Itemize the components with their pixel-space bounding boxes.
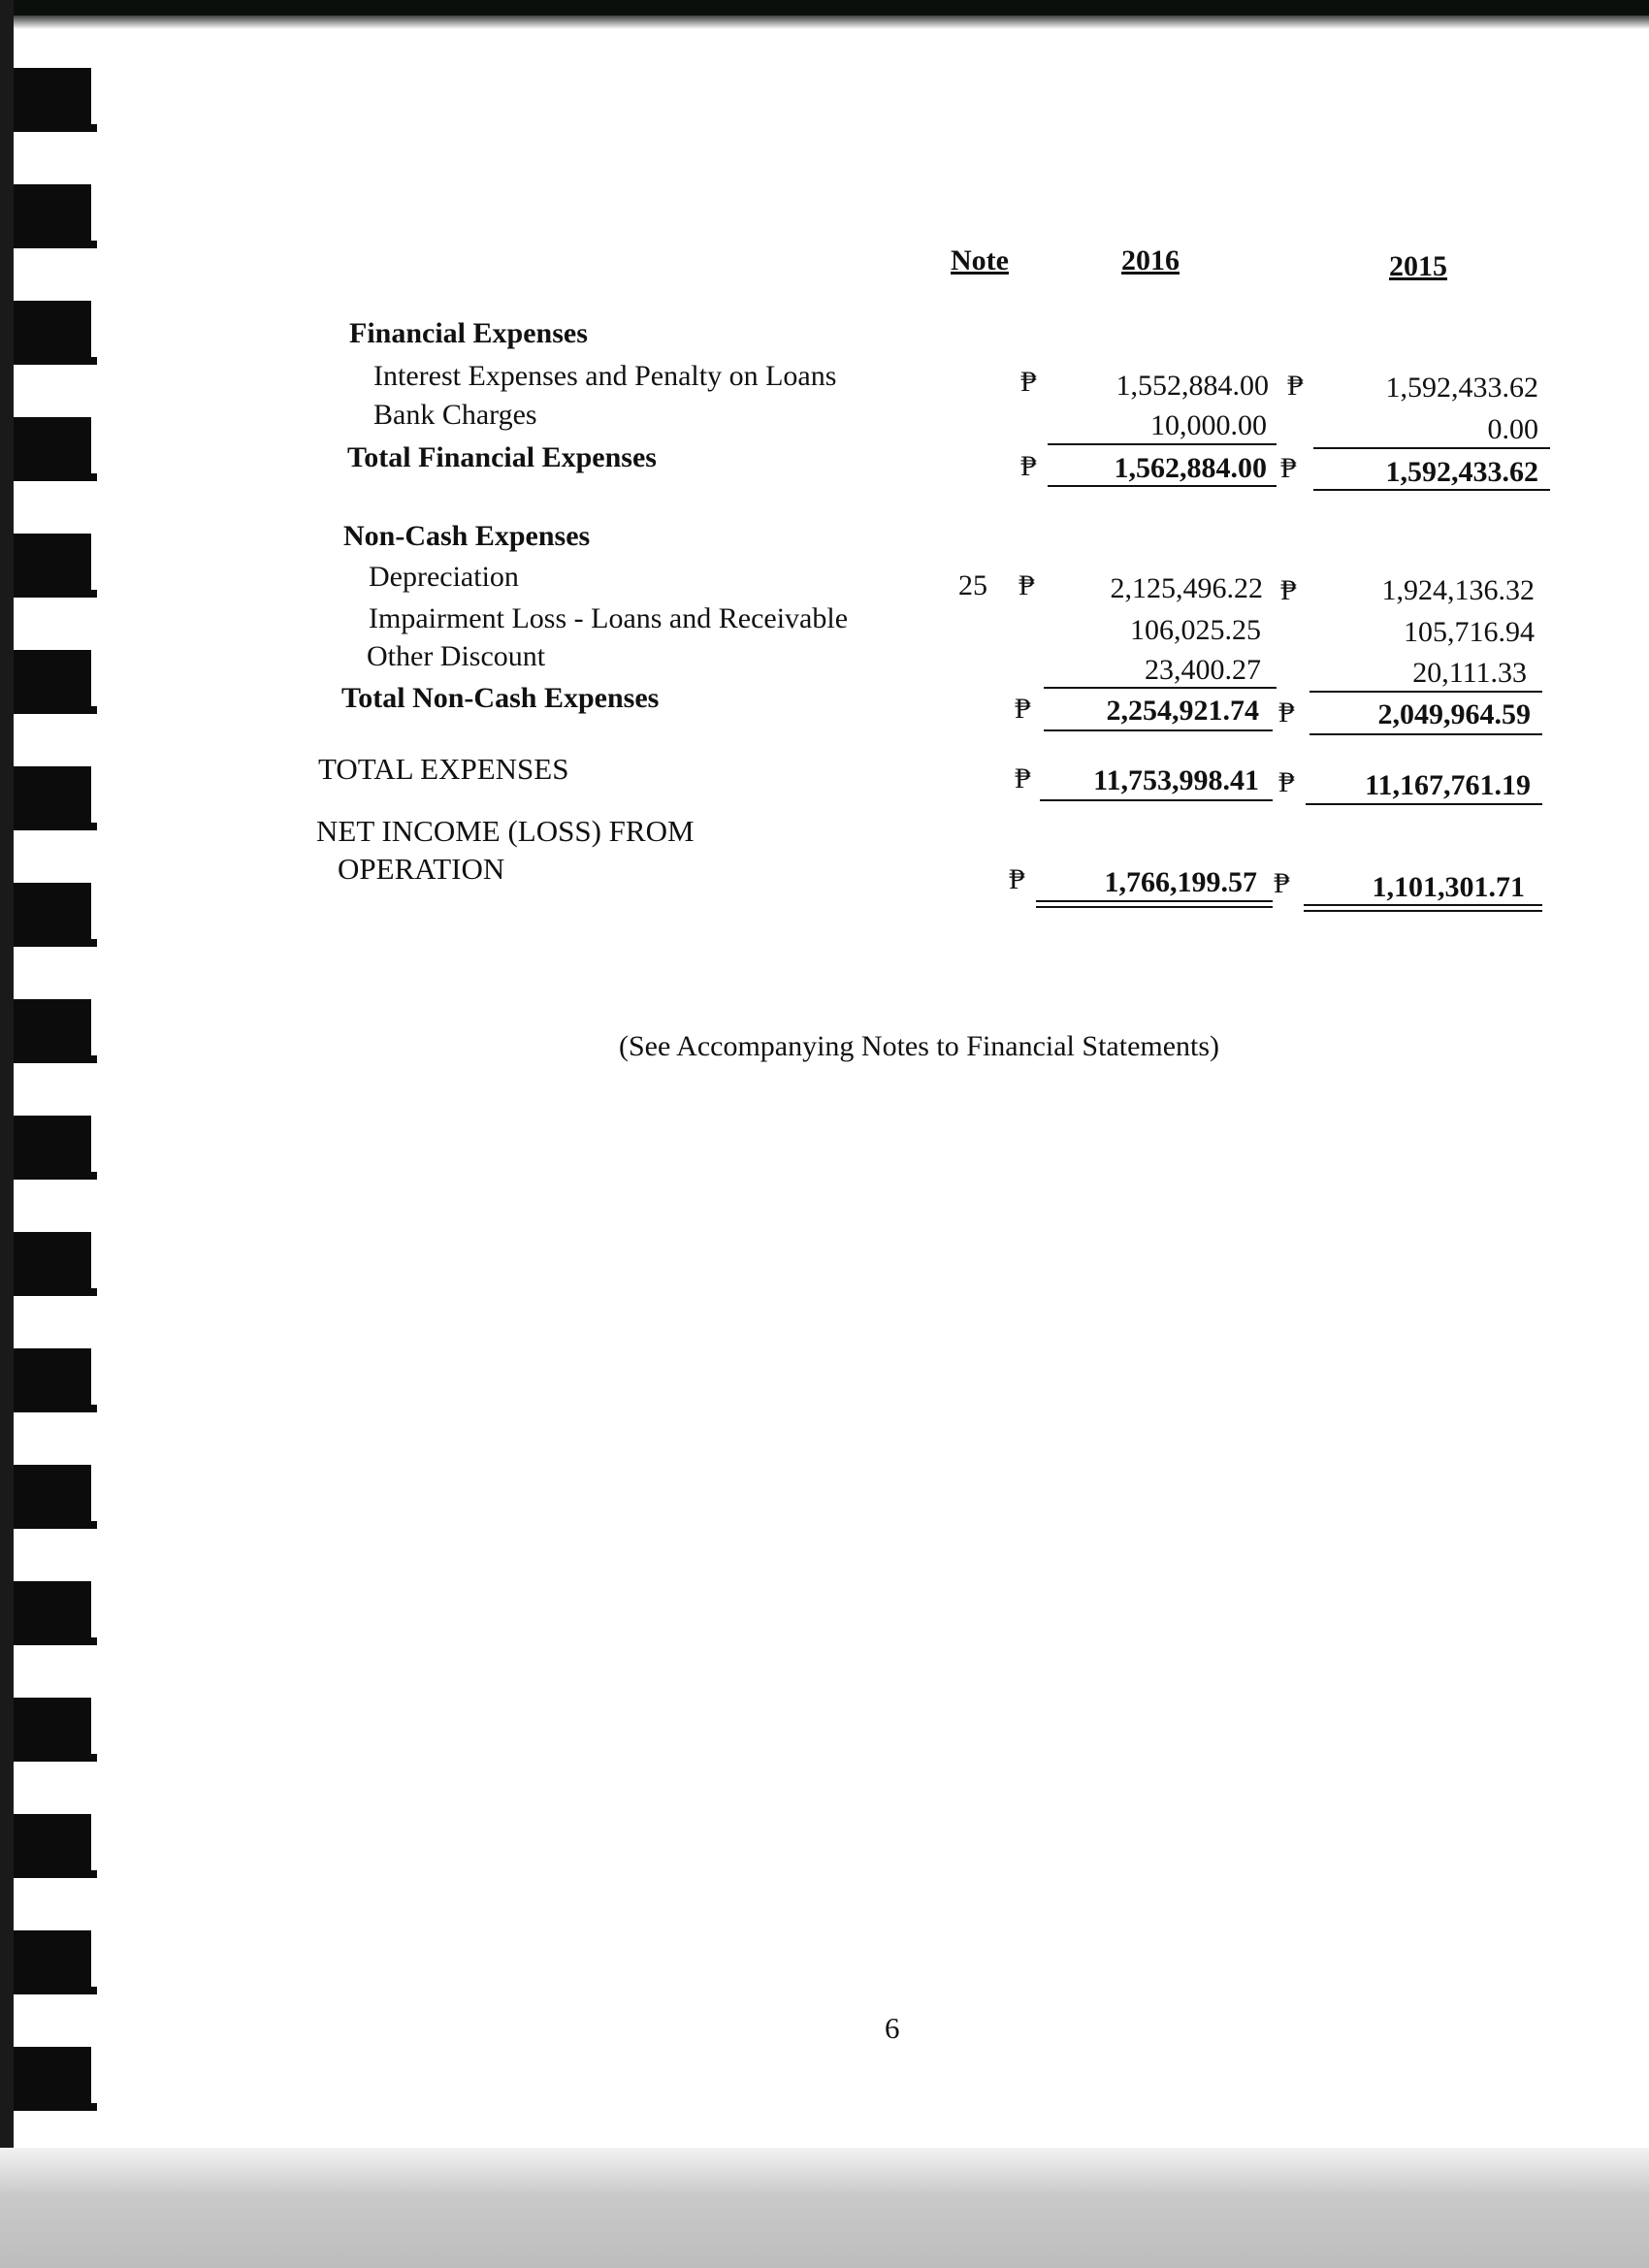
total-non-cash-expenses-2015: 2,049,964.59 [1377,698,1531,730]
page-number: 6 [885,2011,900,2045]
total-rule [1313,489,1550,491]
peso-sign: ₱ [1009,863,1025,895]
bank-charges-2015: 0.00 [1487,413,1538,445]
peso-sign: ₱ [1278,766,1295,798]
impairment-loss-label: Impairment Loss - Loans and Receivable [369,602,849,634]
subtotal-rule [1313,447,1550,449]
depreciation-2015: 1,924,136.32 [1381,574,1535,606]
total-rule [1306,803,1542,805]
net-income-2016: 1,766,199.57 [1104,866,1257,898]
footer-note: (See Accompanying Notes to Financial Statements) [619,1030,1220,1062]
other-discount-2016: 23,400.27 [1145,654,1261,686]
total-rule [1044,729,1273,731]
peso-sign: ₱ [1020,366,1037,398]
interest-expenses-2015: 1,592,433.62 [1385,372,1538,404]
peso-sign: ₱ [1278,697,1295,729]
total-expenses-label: TOTAL EXPENSES [318,752,569,786]
subtotal-rule [1048,443,1277,445]
net-income-2015: 1,101,301.71 [1372,871,1525,903]
double-rule-bottom [1036,906,1273,908]
peso-sign: ₱ [1274,867,1290,899]
year-2015-header: 2015 [1389,250,1447,282]
financial-expenses-heading: Financial Expenses [349,317,588,349]
total-non-cash-expenses-2016: 2,254,921.74 [1106,695,1259,727]
subtotal-rule [1310,691,1542,693]
total-financial-expenses-2015: 1,592,433.62 [1385,456,1538,488]
depreciation-label: Depreciation [369,561,519,593]
peso-sign: ₱ [1287,370,1304,402]
total-rule [1310,733,1542,735]
peso-sign: ₱ [1015,762,1031,794]
net-income-label-line1: NET INCOME (LOSS) FROM [316,814,695,848]
peso-sign: ₱ [1018,569,1035,601]
subtotal-rule [1044,687,1277,689]
bank-charges-label: Bank Charges [373,399,537,431]
non-cash-expenses-heading: Non-Cash Expenses [343,520,591,552]
depreciation-2016: 2,125,496.22 [1110,572,1263,604]
impairment-loss-2016: 106,025.25 [1130,614,1261,646]
total-expenses-2015: 11,167,761.19 [1365,769,1531,801]
total-financial-expenses-2016: 1,562,884.00 [1114,452,1267,484]
total-rule [1048,485,1277,487]
impairment-loss-2015: 105,716.94 [1404,616,1535,648]
double-rule-bottom [1304,910,1542,912]
year-2016-header: 2016 [1121,244,1180,276]
peso-sign: ₱ [1280,574,1297,606]
binding-holes [14,0,93,2148]
double-rule-top [1304,904,1542,906]
total-expenses-2016: 11,753,998.41 [1093,764,1259,796]
double-rule-top [1036,900,1273,902]
scan-bottom-band [0,2148,1649,2268]
scan-top-edge [0,0,1649,16]
depreciation-note: 25 [958,569,987,601]
other-discount-2015: 20,111.33 [1412,657,1527,689]
total-rule [1040,799,1273,801]
peso-sign: ₱ [1015,693,1031,725]
peso-sign: ₱ [1280,452,1297,484]
interest-expenses-label: Interest Expenses and Penalty on Loans [373,360,837,392]
scan-top-shadow [0,16,1649,29]
interest-expenses-2016: 1,552,884.00 [1116,370,1269,402]
net-income-label-line2: OPERATION [338,852,505,886]
other-discount-label: Other Discount [367,640,546,672]
total-financial-expenses-label: Total Financial Expenses [347,441,657,473]
peso-sign: ₱ [1020,450,1037,482]
total-non-cash-expenses-label: Total Non-Cash Expenses [341,682,660,714]
bank-charges-2016: 10,000.00 [1150,409,1267,441]
scan-left-edge [0,0,14,2268]
note-column-header: Note [951,244,1009,276]
